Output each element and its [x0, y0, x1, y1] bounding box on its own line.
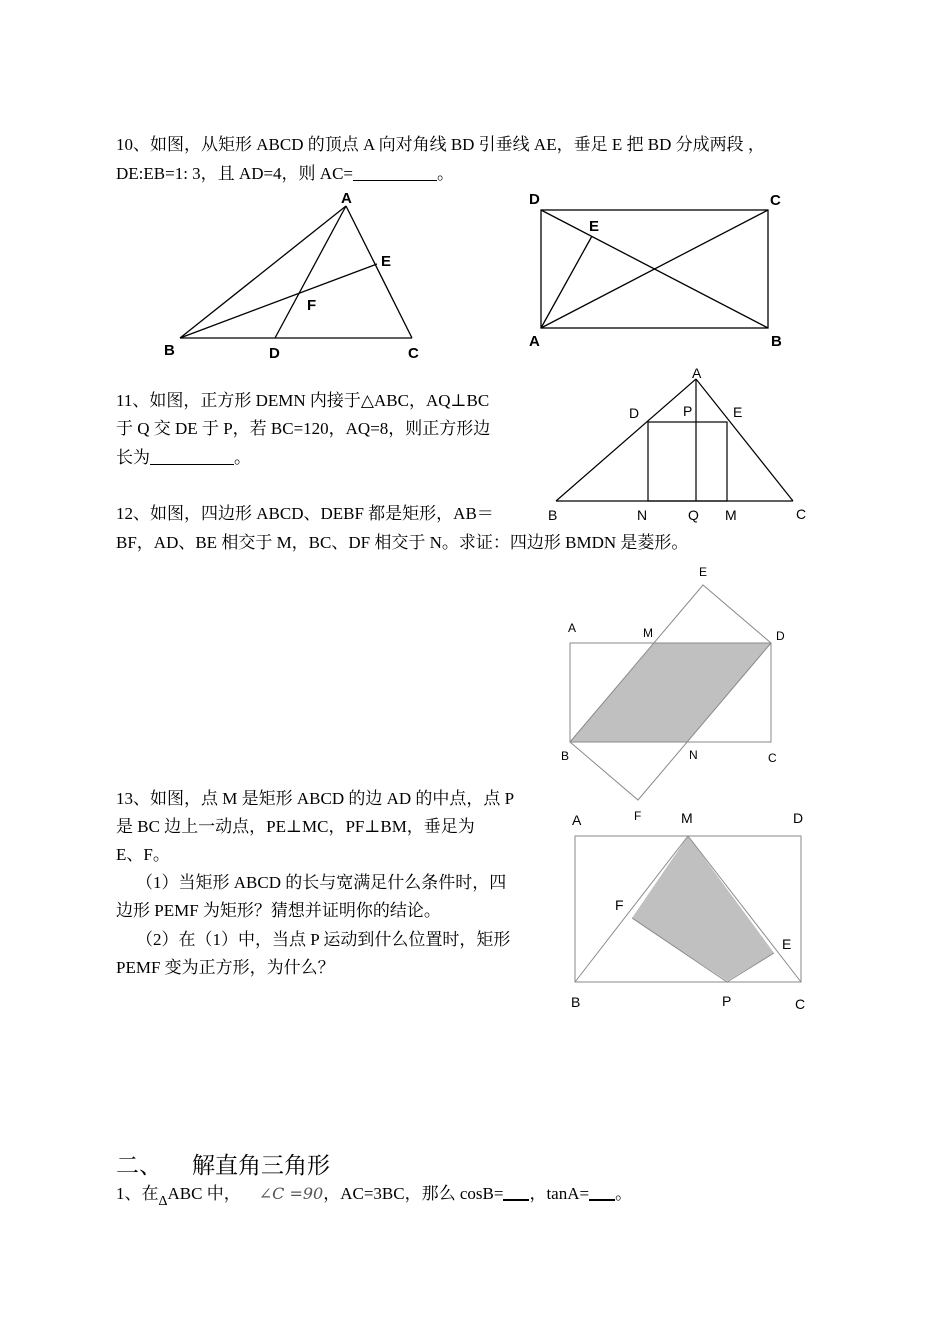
q12-label-m: M: [643, 626, 653, 640]
q12-label-b: B: [561, 749, 570, 763]
q13-label-p: P: [722, 993, 732, 1009]
section2-heading-number: 二、: [116, 1153, 162, 1178]
q11-line2: 于 Q 交 DE 于 P，若 BC=120，AQ=8，则正方形边: [116, 419, 491, 438]
q13-label-a: A: [572, 812, 582, 828]
section2-q1-abc: ABC 中，: [167, 1184, 241, 1203]
q11-label-m: M: [725, 507, 737, 523]
q13-label-b: B: [571, 994, 581, 1010]
section2-q1-blank-tana: [589, 1183, 615, 1201]
q10-fig2-label-c: C: [770, 192, 781, 209]
q11-label-d: D: [629, 405, 640, 421]
section2-heading: [116, 1151, 330, 1181]
q10-fig2-label-a: A: [529, 333, 540, 350]
section2-q1-end: 。: [615, 1184, 633, 1203]
q10-fig2-label-b: B: [771, 333, 782, 350]
q11-label-p: P: [683, 403, 693, 419]
q10-line2-end: 。: [437, 164, 455, 183]
q10-fig1-side-ab: [180, 206, 346, 338]
q10-answer-blank: [353, 162, 437, 181]
q13-label-f: F: [615, 897, 624, 913]
q12-label-d: D: [776, 629, 785, 643]
q11-inscribed-square-figure: [540, 362, 820, 528]
q11-label-c: C: [796, 506, 807, 522]
section2-q1-mid: ，AC=3BC，那么 cosB=: [323, 1184, 504, 1203]
q10-rectangle-figure: [520, 186, 800, 356]
q12-shaded-rhombus-bmdn: [570, 643, 771, 742]
q13-line7: PEMF 变为正方形，为什么？: [116, 958, 335, 977]
q10-triangle-figure: [150, 188, 440, 368]
q10-line2-text: DE:EB=1: 3，且 AD=4，则 AC=: [116, 164, 354, 183]
q11-side-ab: [556, 379, 696, 501]
q11-side-ac: [696, 379, 793, 501]
q10-fig1-label-c: C: [408, 345, 419, 362]
q11-square-demn: [648, 422, 727, 501]
section2-q1: [116, 1180, 632, 1210]
q10-fig1-label-d: D: [269, 345, 280, 362]
q13-line6: （2）在（1）中，当点 P 运动到什么位置时，矩形: [136, 930, 511, 949]
q10-fig2-label-d: D: [529, 191, 540, 208]
section2-q1-start: 1、在: [116, 1184, 159, 1203]
q12-label-f: F: [634, 809, 642, 823]
q11-label-a: A: [692, 365, 702, 381]
q11-label-e: E: [733, 404, 743, 420]
section2-q1-angle-expr: ∠C =90: [258, 1184, 324, 1203]
q12-label-e: E: [699, 565, 708, 579]
q11-label-q: Q: [688, 507, 699, 523]
q13-line5: 边形 PEMF 为矩形？猜想并证明你的结论。: [116, 901, 441, 920]
q13-label-d: D: [793, 810, 804, 826]
q11-line3-text: 长为: [116, 448, 150, 467]
q10-fig1-label-e: E: [381, 253, 392, 270]
q11-line3-end: 。: [234, 448, 251, 467]
q12-rhombus-figure: [556, 562, 796, 823]
q12-line1: 12、如图，四边形 ABCD、DEBF 都是矩形，AB＝: [116, 504, 494, 523]
q10-line2: [116, 160, 454, 188]
q11-label-b: B: [548, 507, 558, 523]
q13-label-c: C: [795, 996, 806, 1012]
section2-heading-title: 解直角三角形: [192, 1153, 330, 1178]
q13-line3: E、F。: [116, 845, 170, 864]
q13-line1: 13、如图，点 M 是矩形 ABCD 的边 AD 的中点，点 P: [116, 789, 515, 808]
section2-q1-blank-cosb: [503, 1183, 529, 1201]
section2-q1-sep: ，tanA=: [529, 1184, 590, 1203]
q13-line2: 是 BC 边上一动点，PE⊥MC，PF⊥BM，垂足为: [116, 817, 475, 836]
q13-label-m: M: [681, 810, 693, 826]
q12-label-a: A: [568, 621, 577, 635]
q13-rectangle-figure: [560, 806, 820, 1020]
q13-line4: （1）当矩形 ABCD 的长与宽满足什么条件时，四: [136, 873, 507, 892]
q11-label-n: N: [637, 507, 648, 523]
q10-fig1-segment-ad: [275, 206, 346, 338]
q11-answer-blank: [150, 446, 234, 465]
q10-fig1-label-f: F: [307, 297, 317, 314]
q10-fig2-label-e: E: [589, 218, 600, 235]
q10-fig1-label-b: B: [164, 342, 175, 359]
q11-line1: 11、如图，正方形 DEMN 内接于△ABC，AQ⊥BC: [116, 391, 490, 410]
section2-q1-triangle-symbol: Δ: [158, 1194, 168, 1209]
q13-label-e: E: [782, 936, 792, 952]
q10-line1: 10、如图，从矩形 ABCD 的顶点 A 向对角线 BD 引垂线 AE，垂足 E 把 BD 分成两段 ，: [116, 135, 765, 154]
q11-line3: [116, 444, 251, 472]
q13-shaded-quadrilateral-pemf: [632, 836, 774, 981]
q10-fig1-label-a: A: [341, 190, 352, 207]
q12-line2: BF，AD、BE 相交于 M，BC、DF 相交于 N。求证：四边形 BMDN 是菱形。: [116, 533, 689, 552]
q12-label-c: C: [768, 751, 777, 765]
q12-label-n: N: [689, 748, 698, 762]
q10-fig1-segment-be: [180, 264, 377, 338]
